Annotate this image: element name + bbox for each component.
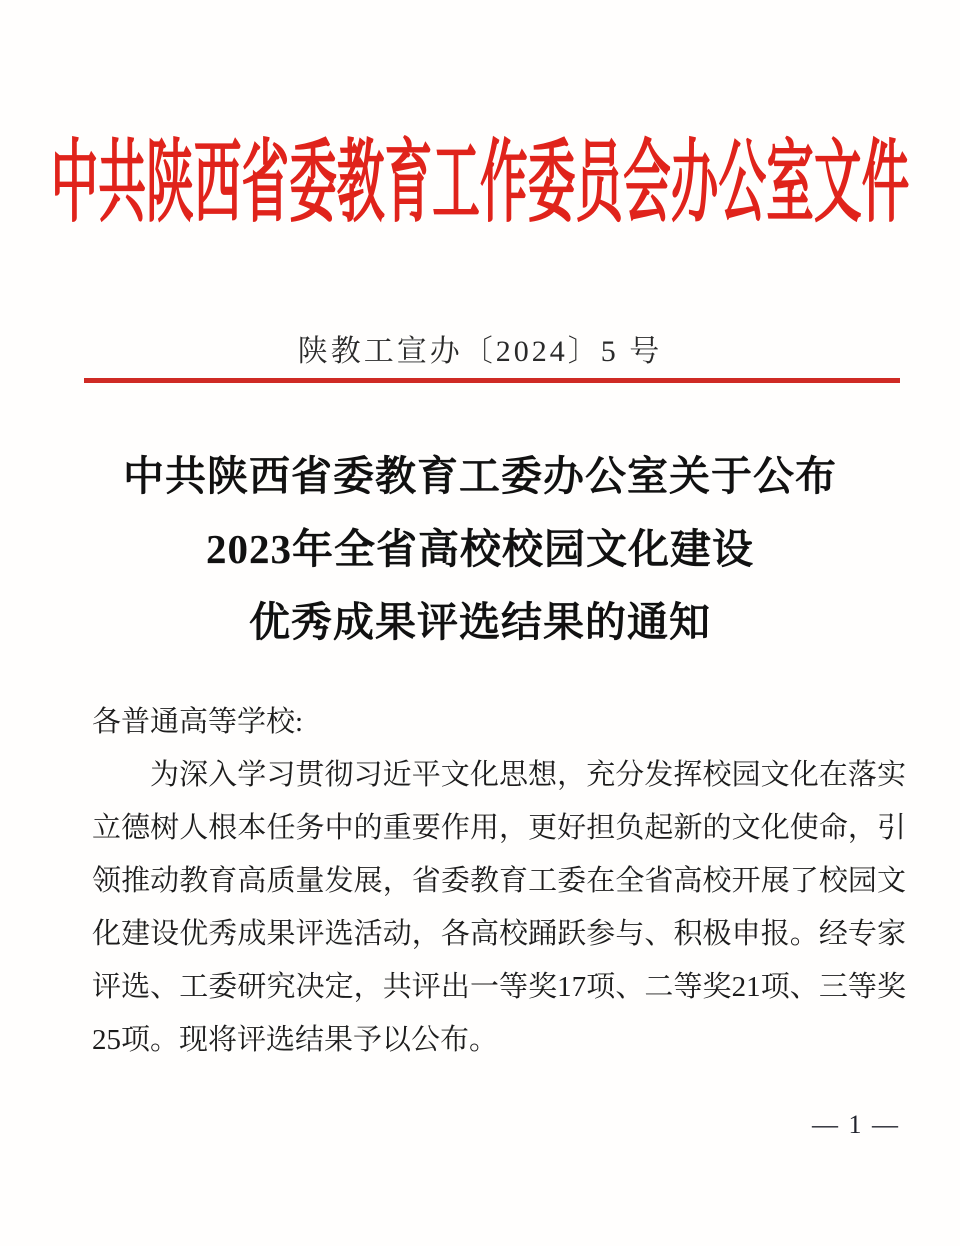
page-number: — 1 — [812, 1110, 900, 1139]
body-paragraph: 为深入学习贯彻习近平文化思想，充分发挥校园文化在落实立德树人根本任务中的重要作用，更好担负起新的文化使命，引领推动教育高质量发展，省委教育工委在全省高校开展了校园文化建设优秀成果评选活动，各高校踊跃参与、积极申报。经专家评选、工委研究决定，共评出一等奖17项、二等奖21项、三等奖25项。现将评选结果予以公布。 [92, 759, 906, 1056]
document-title [0, 440, 960, 659]
document-title-line-2: 2023年全省高校校园文化建设 [206, 526, 754, 572]
red-divider-line [84, 378, 900, 383]
document-number: 陕教工宣办〔2024〕5 号 [297, 335, 663, 368]
letterhead-text: 中共陕西省委教育工作委员会办公室文件 [50, 134, 910, 233]
red-letterhead [0, 126, 960, 242]
document-body [92, 696, 906, 1067]
document-title-line-1: 中共陕西省委教育工委办公室关于公布 [123, 453, 837, 499]
salutation: 各普通高等学校: [92, 706, 304, 738]
document-title-line-3: 优秀成果评选结果的通知 [249, 599, 711, 645]
